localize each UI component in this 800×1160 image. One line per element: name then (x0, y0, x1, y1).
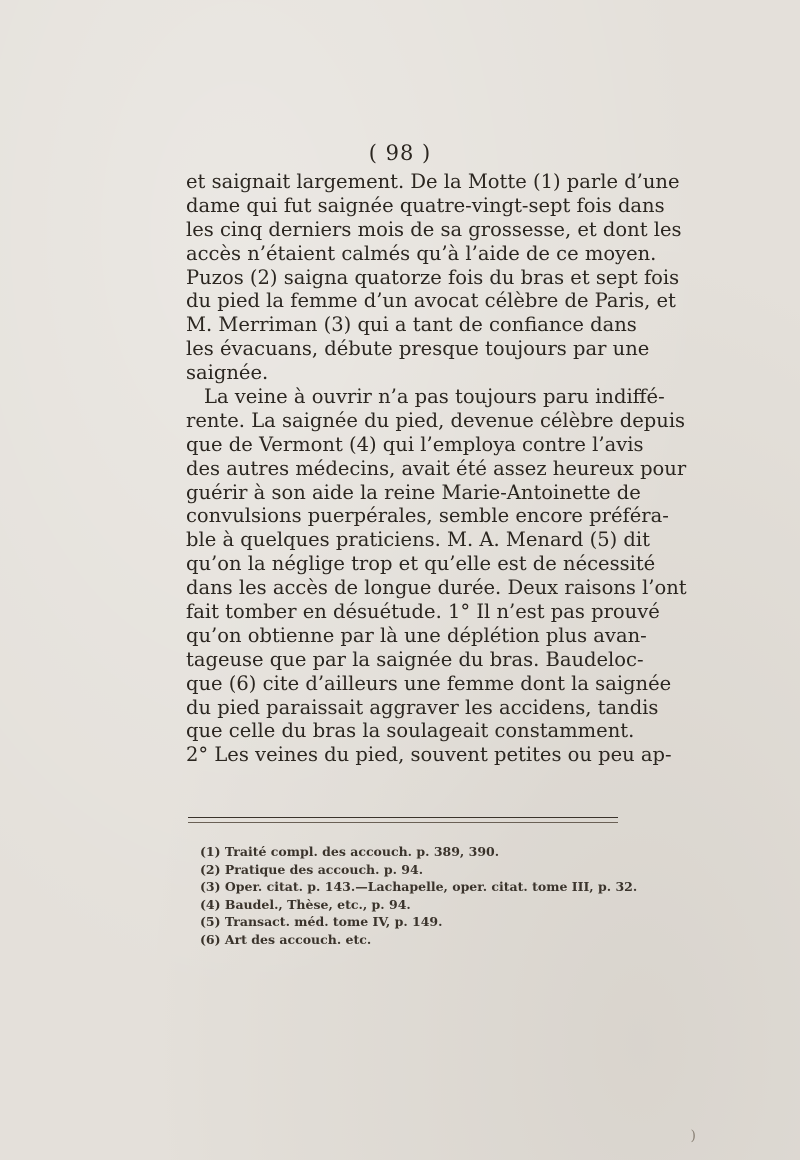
text-line: qu’on obtienne par là une déplétion plus avan- (186, 623, 647, 647)
text-line: dame qui fut saignée quatre-vingt-sept fois dans (186, 193, 665, 217)
text-line: que (6) cite d’ailleurs une femme dont la saignée (186, 671, 672, 695)
footnote-rule (188, 817, 618, 818)
footnote: (1) Traité compl. des accouch. p. 389, 390. (200, 844, 500, 859)
text-line: des autres médecins, avait été assez heureux pour (186, 456, 687, 480)
footnote-rule-thin (188, 822, 618, 823)
body-text (186, 170, 687, 767)
footnotes (200, 843, 638, 949)
text-line: M. Merriman (3) qui a tant de confiance dans (186, 313, 637, 337)
text-line: Puzos (2) saigna quatorze fois du bras et sept fois (186, 265, 680, 289)
text-line: du pied la femme d’un avocat célèbre de Paris, et (186, 289, 676, 313)
text-line: ble à quelques praticiens. M. A. Menard (5) dit (186, 528, 650, 552)
text-line: rente. La saignée du pied, devenue célèbre depuis (186, 408, 686, 432)
edge-mark: ) (690, 1128, 696, 1144)
text-line: et saignait largement. De la Motte (1) parle d’une (186, 170, 680, 193)
text-line: que celle du bras la soulageait constamment. (186, 719, 635, 743)
text-line: les cinq derniers mois de sa grossesse, et dont les (186, 217, 682, 241)
text-line: La veine à ouvrir n’a pas toujours paru indiffé- (204, 385, 665, 409)
page-number: ( 98 ) (368, 141, 432, 165)
footnote: (5) Transact. méd. tome IV, p. 149. (200, 914, 443, 930)
text-line: convulsions puerpérales, semble encore préféra- (186, 504, 669, 528)
footnote: (2) Pratique des accouch. p. 94. (200, 861, 424, 877)
text-line: guérir à son aide la reine Marie-Antoinette de (186, 480, 641, 504)
footnote: (3) Oper. citat. p. 143.—Lachapelle, oper. citat. tome III, p. 32. (200, 879, 638, 895)
text-line: accès n’étaient calmés qu’à l’aide de ce moyen. (186, 241, 657, 265)
text-line: les évacuans, débute presque toujours par une (186, 337, 650, 361)
footnote: (6) Art des accouch. etc. (200, 931, 372, 947)
text-line: du pied paraissait aggraver les accidens, tandis (186, 695, 659, 719)
footnote: (4) Baudel., Thèse, etc., p. 94. (200, 896, 411, 912)
text-line: que de Vermont (4) qui l’employa contre l’avis (186, 432, 644, 456)
text-line: saignée. (186, 361, 269, 385)
text-line: qu’on la néglige trop et qu’elle est de nécessité (186, 552, 656, 576)
text-line: tageuse que par la saignée du bras. Baudeloc- (186, 647, 644, 671)
text-line: 2° Les veines du pied, souvent petites ou peu ap- (186, 743, 672, 767)
text-line: fait tomber en désuétude. 1° Il n’est pas prouvé (186, 600, 660, 624)
text-line: dans les accès de longue durée. Deux raisons l’ont (186, 576, 687, 600)
